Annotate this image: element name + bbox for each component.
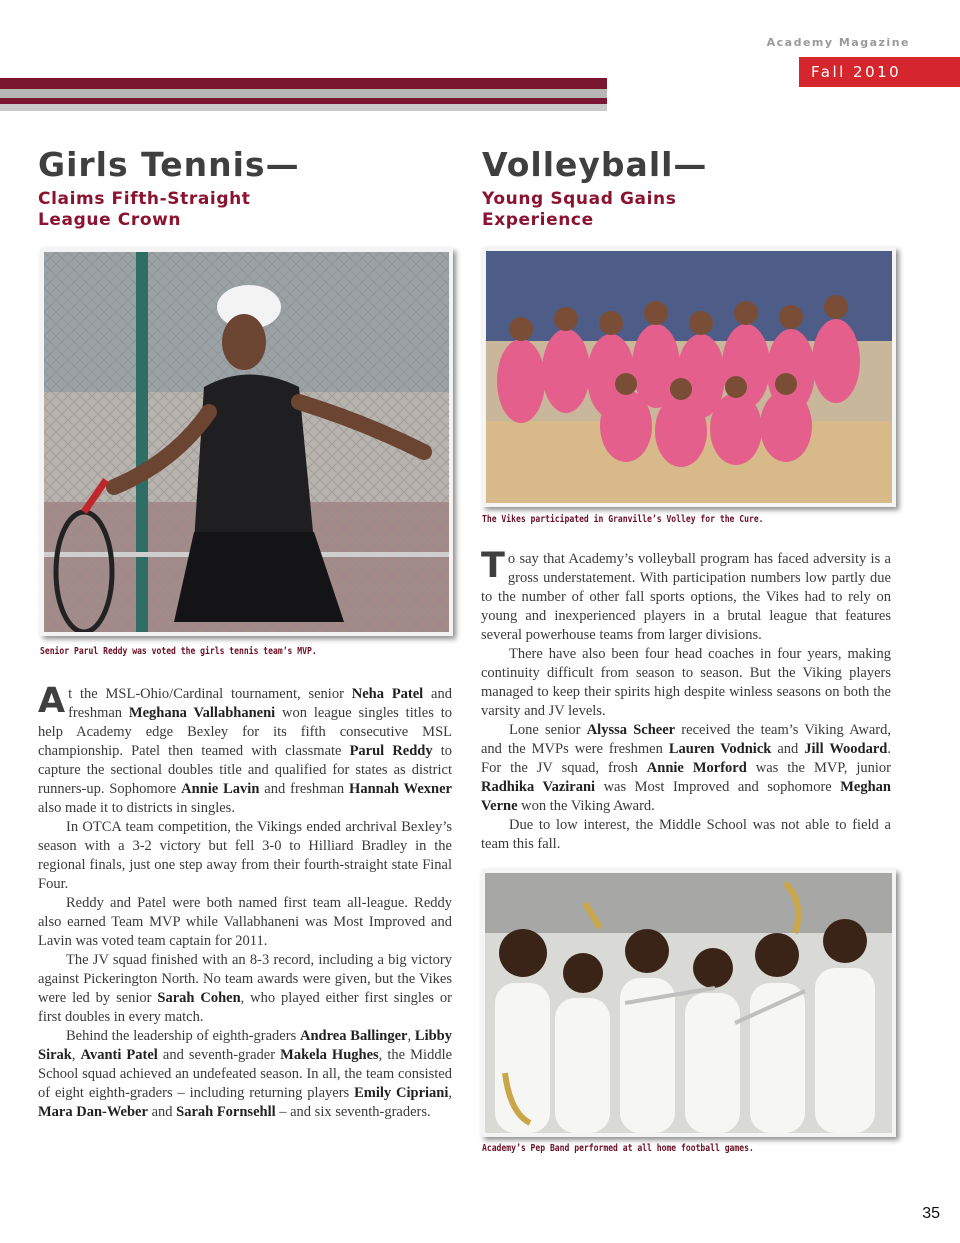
article-text: . For the JV squad, frosh	[481, 741, 891, 776]
athlete-name: Radhika Vazirani	[481, 779, 596, 795]
athlete-name: Meghana Vallabhaneni	[128, 705, 276, 721]
tennis-paragraph	[38, 951, 452, 1027]
article-text: also made it to districts in singles.	[38, 800, 235, 816]
volleyball-subhead-line-1: Young Squad Gains	[482, 189, 677, 209]
article-text: ,	[448, 1085, 453, 1101]
tennis-player-photo	[40, 248, 453, 636]
header-stripe-maroon-top	[0, 78, 607, 89]
article-text: won the Viking Award.	[517, 798, 655, 814]
athlete-name: Libby Sirak	[38, 1028, 453, 1063]
athlete-name: Neha Patel	[351, 686, 424, 702]
article-text: was the MVP, junior	[746, 760, 891, 776]
article-text: and freshman	[259, 781, 350, 797]
volleyball-photo-caption: The Vikes participated in Granville’s Volley for the Cure.	[482, 514, 764, 525]
article-text: and seventh-grader	[157, 1047, 281, 1063]
tennis-paragraph	[38, 818, 452, 894]
article-text: The JV squad finished with an 8-3 record, including a big victory against Pickerington North. No team awards were given, but the Vikes were led by senior	[38, 952, 452, 1006]
article-text: – and six seventh-graders.	[275, 1104, 431, 1120]
article-text: o say that Academy’s volleyball program has faced adversity is a gross understatement. With participation numbers low partly due to the number of other fall sports options, the Vikes had to rely on young and inexperienced players in a brutal league that features several powerhouse teams from larger divisions.	[481, 551, 891, 643]
athlete-name: Avanti Patel	[80, 1047, 158, 1063]
pep-band-photo	[481, 869, 896, 1137]
article-text: was Most Improved and sophomore	[595, 779, 841, 795]
article-text: Reddy and Patel were both named first team all-league. Reddy also earned Team MVP while Vallabhaneni was Most Improved and Lavin was voted team captain for 2011.	[38, 895, 452, 949]
volleyball-paragraph	[481, 816, 891, 854]
tennis-subhead-line-2: League Crown	[38, 210, 182, 230]
page-number: 35	[922, 1205, 940, 1222]
volleyball-subhead	[482, 189, 676, 231]
athlete-name: Alyssa Scheer	[586, 722, 676, 738]
tennis-paragraph	[38, 681, 452, 818]
athlete-name: Makela Hughes	[280, 1047, 379, 1063]
volleyball-paragraph	[481, 721, 891, 816]
tennis-paragraph	[38, 1027, 452, 1122]
tennis-article-body	[38, 681, 453, 1122]
tennis-paragraph	[38, 894, 452, 951]
volleyball-drop-cap: T	[481, 546, 505, 586]
volleyball-photo-illustration	[486, 251, 892, 503]
article-text: Behind the leadership of eighth-graders	[66, 1028, 301, 1044]
article-text: , who played either first singles or first doubles in every match.	[38, 990, 452, 1025]
article-text: and freshman	[68, 686, 452, 721]
pep-band-photo-caption: Academy’s Pep Band performed at all home football games.	[482, 1143, 754, 1154]
article-text: won league singles titles to help Academy edge Bexley for its fifth consecutive MSL championship. Patel then teamed with classmate	[38, 705, 452, 759]
article-text: Due to low interest, the Middle School was not able to field a team this fall.	[481, 817, 891, 852]
volleyball-headline: Volleyball—	[482, 145, 708, 184]
volleyball-article-body	[481, 546, 891, 854]
volleyball-article	[481, 546, 891, 854]
athlete-name: Hannah Wexner	[349, 781, 452, 797]
article-text: to capture the sectional doubles title and qualified for states as district runners-up. Sophomore	[38, 743, 452, 797]
volleyball-team-photo	[482, 247, 896, 507]
tennis-photo-illustration	[44, 252, 449, 632]
athlete-name: Annie Lavin	[181, 781, 260, 797]
athlete-name: Jill Woodard	[804, 741, 888, 757]
volleyball-subhead-line-2: Experience	[482, 210, 594, 230]
athlete-name: Sarah Fornsehll	[176, 1104, 276, 1120]
athlete-name: Meghan Verne	[481, 779, 891, 814]
article-text: received the team’s Viking Award, and the MVPs were freshmen	[481, 722, 891, 757]
tennis-photo-caption: Senior Parul Reddy was voted the girls tennis team’s MVP.	[40, 646, 317, 657]
article-text: In OTCA team competition, the Vikings ended archrival Bexley’s season with a 3-2 victory but fell 3-0 to Hilliard Bradley in the regional finals, just one step away from their fourth-straight state Final Four.	[38, 819, 452, 892]
pep-band-photo-illustration	[485, 873, 892, 1133]
tennis-article	[38, 681, 453, 1122]
athlete-name: Sarah Cohen	[157, 990, 241, 1006]
season-badge: Fall 2010	[799, 57, 960, 87]
article-text: and	[147, 1104, 177, 1120]
athlete-name: Parul Reddy	[349, 743, 433, 759]
article-text: , the Middle School squad achieved an undefeated season. In all, the team consisted of eight eighth-graders – including returning players	[38, 1047, 453, 1101]
athlete-name: Annie Morford	[646, 760, 747, 776]
tennis-subhead	[38, 189, 251, 231]
volleyball-paragraph	[481, 645, 891, 721]
article-text: t the MSL-Ohio/Cardinal tournament, senior	[68, 686, 352, 702]
article-text: ,	[71, 1047, 81, 1063]
article-text: ,	[407, 1028, 415, 1044]
article-text: Lone senior	[509, 722, 587, 738]
header-stripe-gray-bottom	[0, 104, 607, 111]
athlete-name: Emily Cipriani	[354, 1085, 449, 1101]
tennis-headline: Girls Tennis—	[38, 145, 300, 184]
athlete-name: Lauren Vodnick	[668, 741, 772, 757]
tennis-subhead-line-1: Claims Fifth-Straight	[38, 189, 251, 209]
article-text: and	[771, 741, 805, 757]
athlete-name: Andrea Ballinger	[300, 1028, 408, 1044]
header-stripe-gray	[0, 89, 607, 98]
volleyball-paragraph	[481, 546, 891, 645]
magazine-name: Academy Magazine	[766, 36, 910, 49]
article-text: There have also been four head coaches in four years, making continuity difficult from season to season. But the Viking players managed to keep their spirits high despite winless seasons on both the varsity and JV levels.	[481, 646, 891, 719]
tennis-drop-cap: A	[38, 681, 66, 721]
athlete-name: Mara Dan-Weber	[38, 1104, 148, 1120]
